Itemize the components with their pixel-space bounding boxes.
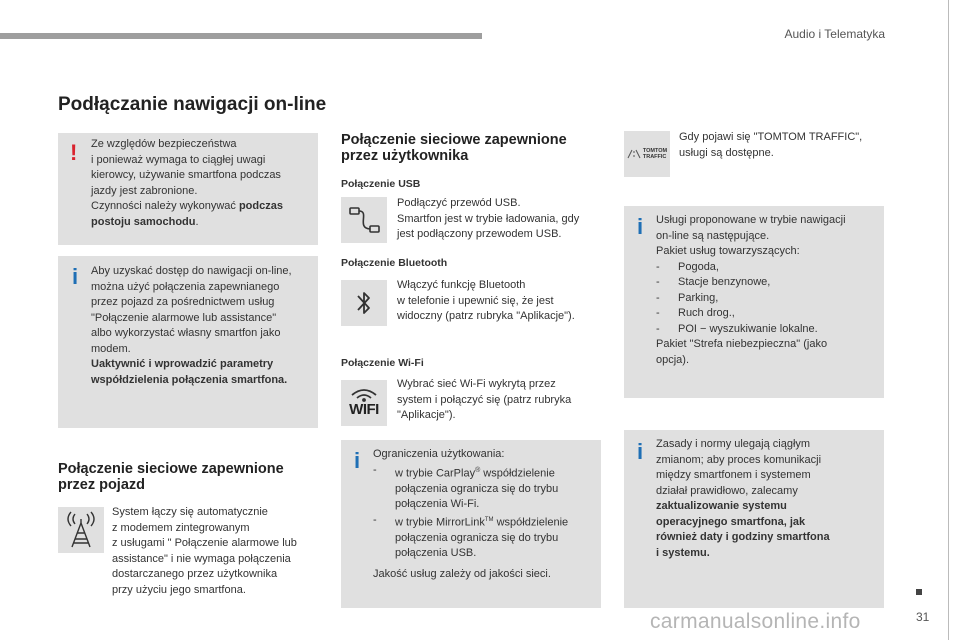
info-icon: i: [72, 264, 79, 289]
user-connection-title: Połączenie sieciowe zapewnione przez użytkownika: [341, 132, 567, 164]
bluetooth-heading: Połączenie Bluetooth: [341, 257, 448, 269]
exclamation-icon: !: [70, 140, 78, 165]
info-icon: i: [354, 448, 361, 473]
page-marker: [916, 589, 922, 595]
header-bar: [0, 33, 482, 39]
warning-text: Ze względów bezpieczeństwa i ponieważ wymaga to ciągłej uwagi kierowcy, używanie smartfona podczas jazdy jest zabronione. Czynności należy wykonywać podczas postoju samochodu.: [91, 138, 283, 228]
section-title: Audio i Telematyka: [784, 27, 885, 41]
page-edge: [948, 0, 949, 640]
wifi-heading: Połączenie Wi-Fi: [341, 357, 424, 369]
update-rules-text: Zasady i normy ulegają ciągłym zmianom; aby proces komunikacji między smartfonem i systemem działał prawidłowo, zalecamy zaktualizowanie systemu operacyjnego smartfona, jak również daty i godziny smartfona i systemu.: [656, 438, 830, 559]
bluetooth-text: Włączyć funkcję Bluetooth w telefonie i upewnić się, że jest widoczny (patrz rubryka "Aplikacje").: [397, 279, 575, 322]
usage-limits-text: Ograniczenia użytkowania: - w trybie CarPlay® współdzielenie połączenia ogranicza się do trybu połączenia Wi-Fi. - w trybie MirrorLink™ współdzielenie połączenia ogranicza się do trybu połączenia USB. Jakość usług zależy od jakości sieci.: [373, 447, 597, 582]
vehicle-connection-text: System łączy się automatycznie z modemem zintegrowanym z usługami " Połączenie alarmowe lub assistance" i nie wymaga połączenia dostarczanego przez użytkownika przy użyciu jego smartfona.: [112, 506, 297, 596]
vehicle-connection-title: Połączenie sieciowe zapewnione przez pojazd: [58, 461, 284, 493]
tomtom-traffic-icon: TOMTOM TRAFFIC: [624, 131, 670, 177]
antenna-icon: [58, 507, 104, 553]
watermark: carmanualsonline.info: [650, 610, 861, 633]
usb-cable-icon: [341, 197, 387, 243]
info-text-online-access: Aby uzyskać dostęp do nawigacji on-line, można użyć połączenia zapewnianego przez pojazd za pośrednictwem usług "Połączenie alarmowe lub assistance" albo wykorzystać własny smartfon jako modem. Uaktywnić i wprowadzić parametry współdzielenia połączenia smartfona.: [91, 265, 292, 386]
wifi-icon: WIFI: [341, 380, 387, 426]
online-services-text: Usługi proponowane w trybie nawigacji on-line są następujące. Pakiet usług towarzyszących: - Pogoda, - Stacje benzynowe, - Parking, - Ruch drog., - POI − wyszukiwanie lokalne. Pakiet "Strefa niebezpieczna" (jako opcja).: [656, 213, 881, 368]
info-icon: i: [637, 214, 644, 239]
page-title: Podłączanie nawigacji on-line: [58, 94, 327, 115]
info-icon: i: [637, 439, 644, 464]
usb-heading: Połączenie USB: [341, 178, 421, 190]
wifi-text: Wybrać sieć Wi-Fi wykrytą przez system i połączyć się (patrz rubryka "Aplikacje").: [397, 378, 572, 421]
tomtom-text: Gdy pojawi się "TOMTOM TRAFFIC", usługi są dostępne.: [679, 131, 863, 159]
page-number: 31: [916, 610, 930, 624]
bluetooth-icon: [341, 280, 387, 326]
usb-text: Podłączyć przewód USB. Smartfon jest w trybie ładowania, gdy jest podłączony przewodem USB.: [397, 197, 580, 240]
